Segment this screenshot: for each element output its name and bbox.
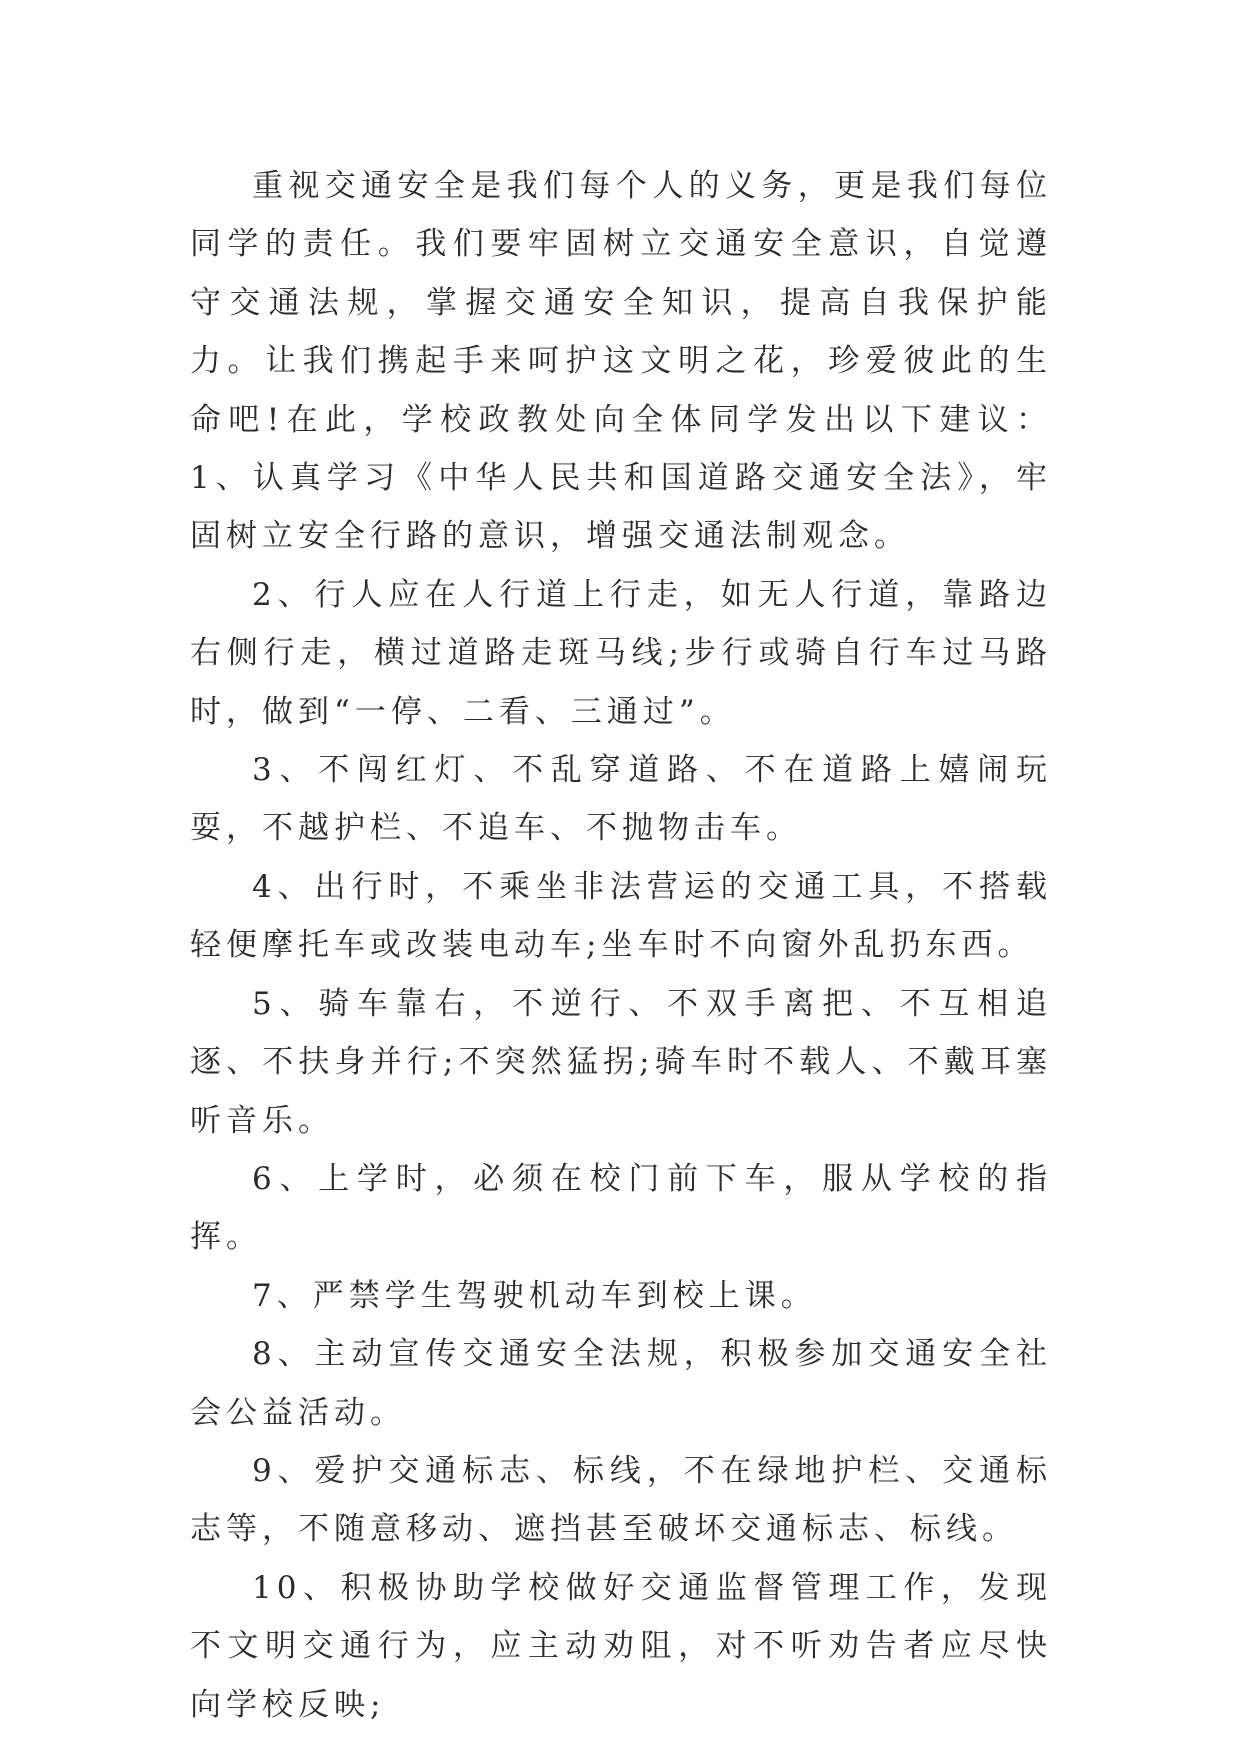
document-page (190, 157, 1052, 1734)
paragraph-item-9: 9、爱护交通标志、标线，不在绿地护栏、交通标志等，不随意移动、遮挡甚至破坏交通标志、标线。 (190, 1452, 1052, 1548)
paragraph-item-4: 4、出行时，不乘坐非法营运的交通工具，不搭载轻便摩托车或改装电动车;坐车时不向窗外乱扔东西。 (190, 868, 1052, 964)
paragraph-intro: 重视交通安全是我们每个人的义务，更是我们每位同学的责任。我们要牢固树立交通安全意识，自觉遵守交通法规，掌握交通安全知识，提高自我保护能力。让我们携起手来呵护这文明之花，珍爱彼此的生命吧!在此，学校政教处向全体同学发出以下建议：1、认真学习《中华人民共和国道路交通安全法》，牢固树立安全行路的意识，增强交通法制观念。 (190, 168, 1052, 555)
paragraph-item-8: 8、主动宣传交通安全法规，积极参加交通安全社会公益活动。 (190, 1336, 1052, 1431)
paragraph-item-7: 7、严禁学生驾驶机动车到校上课。 (252, 1277, 817, 1314)
paragraph-item-6: 6、上学时，必须在校门前下车，服从学校的指挥。 (190, 1160, 1052, 1256)
paragraph-item-3: 3、不闯红灯、不乱穿道路、不在道路上嬉闹玩耍，不越护栏、不追车、不抛物击车。 (190, 752, 1052, 847)
paragraph-item-5: 5、骑车靠右，不逆行、不双手离把、不互相追逐、不扶身并行;不突然猛拐;骑车时不载人、不戴耳塞听音乐。 (190, 985, 1052, 1139)
paragraph-item-2: 2、行人应在人行道上行走，如无人行道，靠路边右侧行走，横过道路走斑马线;步行或骑自行车过马路时，做到“一停、二看、三通过”。 (190, 576, 1052, 730)
paragraph-item-10: 10、积极协助学校做好交通监督管理工作，发现不文明交通行为，应主动劝阻，对不听劝告者应尽快向学校反映; (190, 1569, 1052, 1723)
